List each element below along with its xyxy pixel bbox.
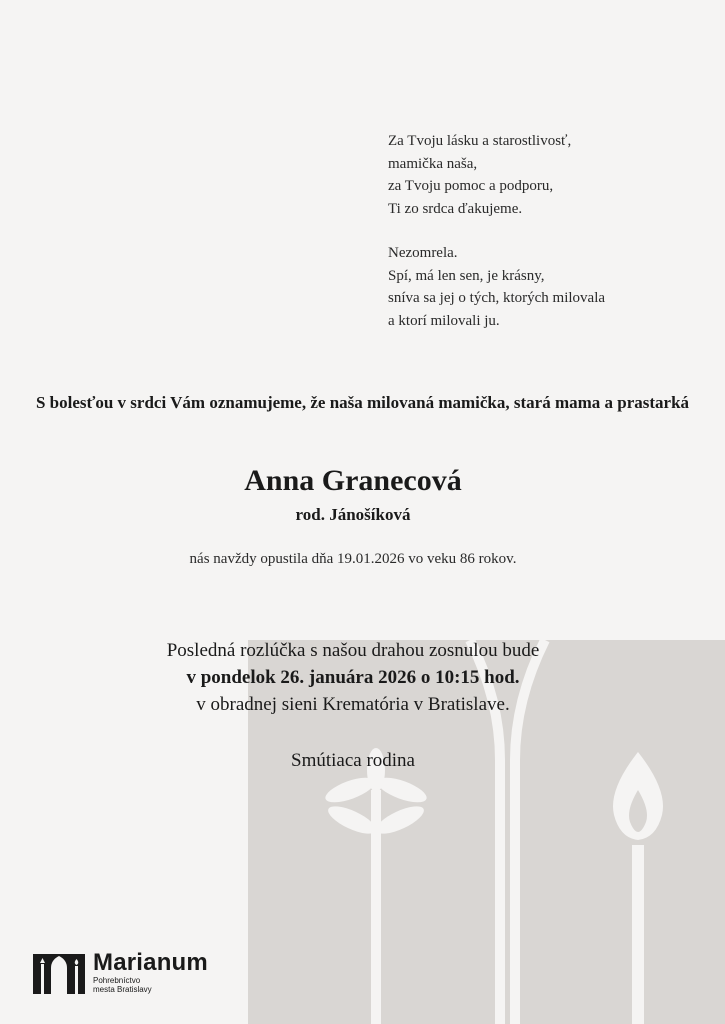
poem-line: Spí, má len sen, je krásny, [388,267,545,284]
announcement-intro: S bolesťou v srdci Vám oznamujeme, že naša milovaná mamička, stará mama a prastarká [35,393,690,412]
logo-brand: Marianum [93,949,208,976]
poem [388,130,708,332]
poem-line: mamička naša, [388,155,478,172]
poem-line: Za Tvoju lásku a starostlivosť, [388,133,572,149]
farewell-line: Posledná rozlúčka s našou drahou zosnulou bude [166,640,540,661]
poem-line: za Tvoju pomoc a podporu, [388,178,554,194]
signature: Smútiaca rodina [291,750,415,771]
farewell-info [0,637,706,718]
logo-subtitle: Pohrebníctvo [93,976,141,985]
farewell-date-time: v pondelok 26. januára 2026 o 10:15 hod. [186,667,520,688]
poem-line: Ti zo srdca ďakujeme. [388,200,523,217]
marianum-logo-icon [33,950,85,994]
farewell-location: v obradnej sieni Krematória v Bratislave. [196,694,510,715]
death-notice: nás navždy opustila dňa 19.01.2026 vo veku 86 rokov. [189,551,517,567]
poem-line: a ktorí milovali ju. [388,312,500,329]
poem-line: Nezomrela. [388,245,458,261]
deceased-name: Anna Granecová [244,464,462,497]
maiden-name: rod. Jánošíková [295,505,411,524]
poem-line: sníva sa jej o tých, ktorých milovala [388,290,606,306]
marianum-logo [33,950,208,994]
logo-subtitle: mesta Bratislavy [93,985,152,994]
